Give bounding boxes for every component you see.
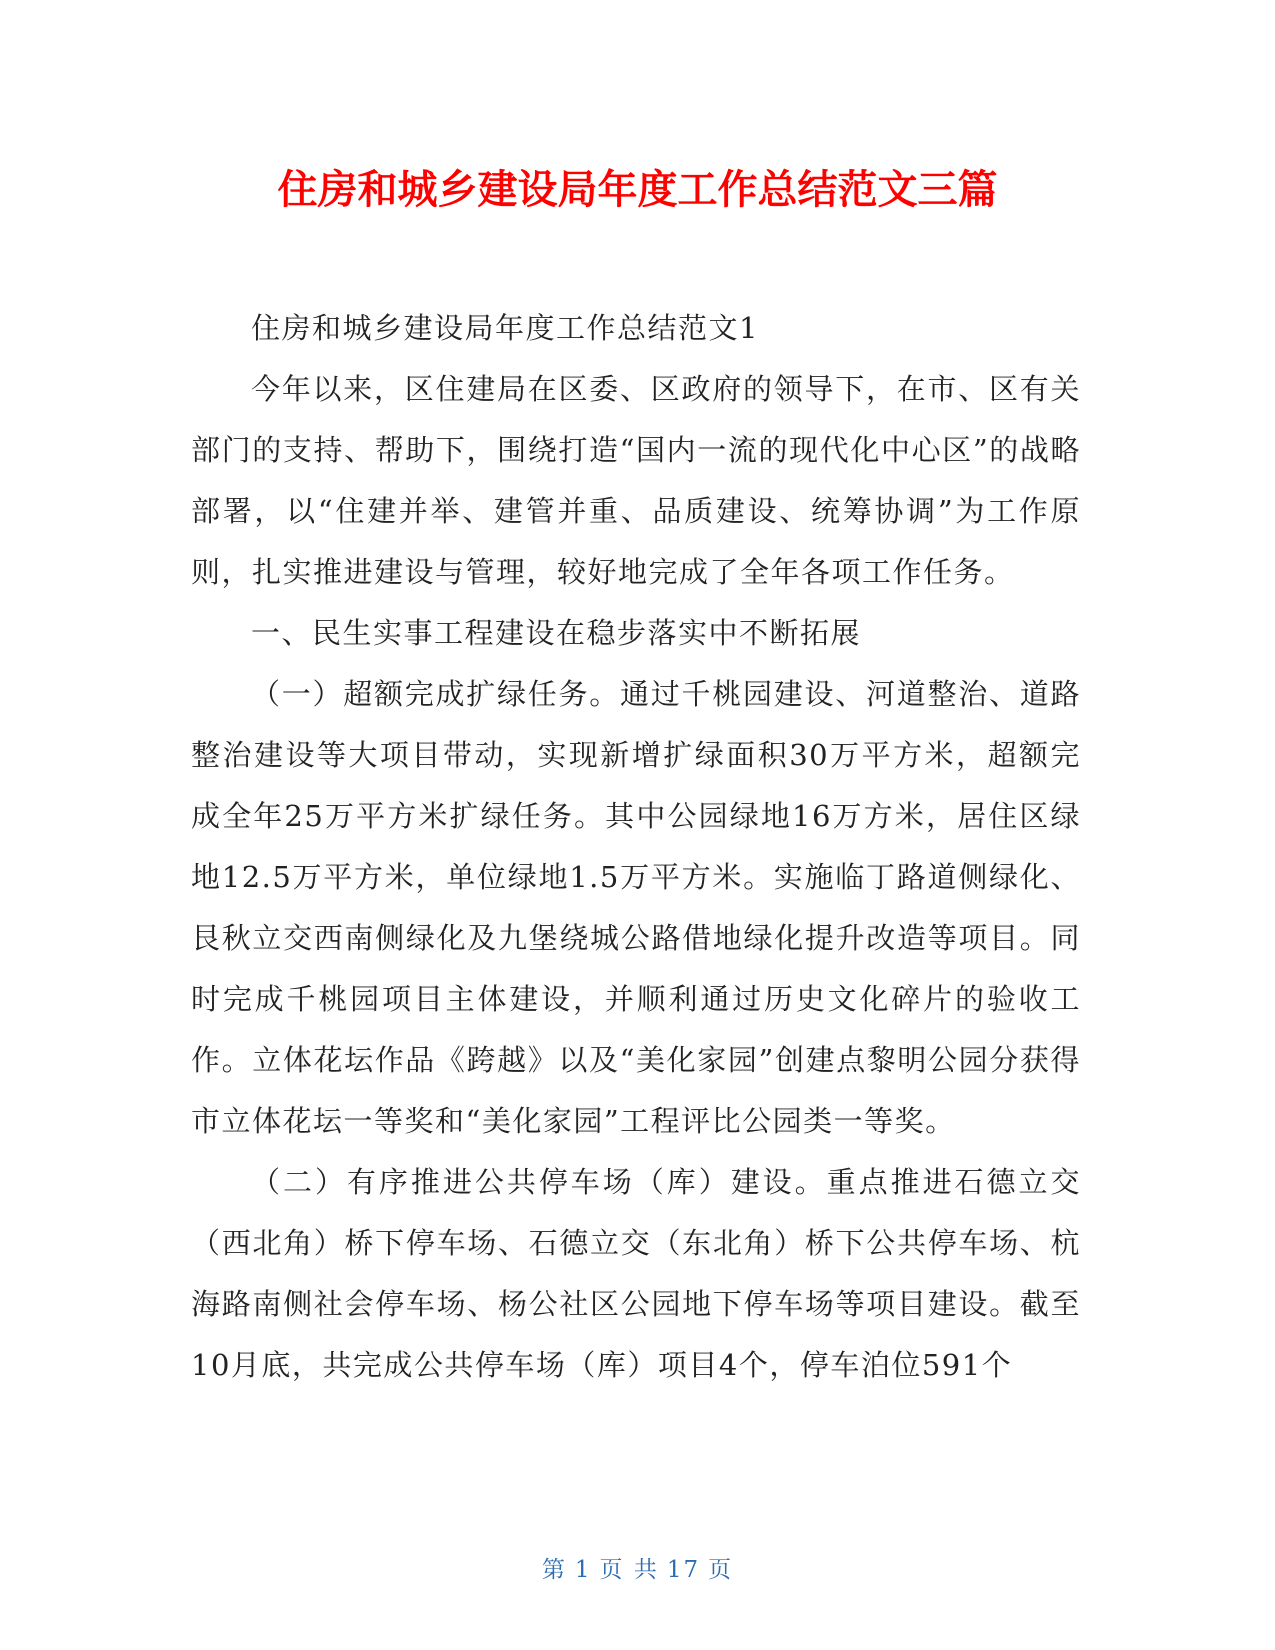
document-body [191,298,1081,1396]
section-heading: 一、民生实事工程建设在稳步落实中不断拓展 [251,616,862,650]
paragraph: （二）有序推进公共停车场（库）建设。重点推进石德立交（西北角）桥下停车场、石德立交（东北角）桥下公共停车场、杭海路南侧社会停车场、杨公社区公园地下停车场等项目建设。截至10月底，共完成公共停车场（库）项目4个，停车泊位591个 [191,1165,1081,1382]
paragraph: 今年以来，区住建局在区委、区政府的领导下，在市、区有关部门的支持、帮助下，围绕打造“国内一流的现代化中心区”的战略部署，以“住建并举、建管并重、品质建设、统筹协调”为工作原则，扎实推进建设与管理，较好地完成了全年各项工作任务。 [191,372,1081,589]
footer-prefix: 第 [541,1557,567,1583]
current-page-number: 1 [574,1557,592,1583]
page-footer [0,1551,1275,1584]
paragraph: （一）超额完成扩绿任务。通过千桃园建设、河道整治、道路整治建设等大项目带动，实现新增扩绿面积30万平方米，超额完成全年25万平方米扩绿任务。其中公园绿地16万方米，居住区绿地12.5万平方米，单位绿地1.5万平方米。实施临丁路道侧绿化、艮秋立交西南侧绿化及九堡绕城公路借地绿化提升改造等项目。同时完成千桃园项目主体建设，并顺利通过历史文化碎片的验收工作。立体花坛作品《跨越》以及“美化家园”创建点黎明公园分获得市立体花坛一等奖和“美化家园”工程评比公园类一等奖。 [191,677,1081,1138]
footer-middle: 页 共 [599,1557,659,1583]
footer-suffix: 页 [708,1557,734,1583]
document-title: 住房和城乡建设局年度工作总结范文三篇 [277,167,998,213]
section-heading: 住房和城乡建设局年度工作总结范文1 [251,311,759,345]
total-page-count: 17 [666,1557,701,1583]
